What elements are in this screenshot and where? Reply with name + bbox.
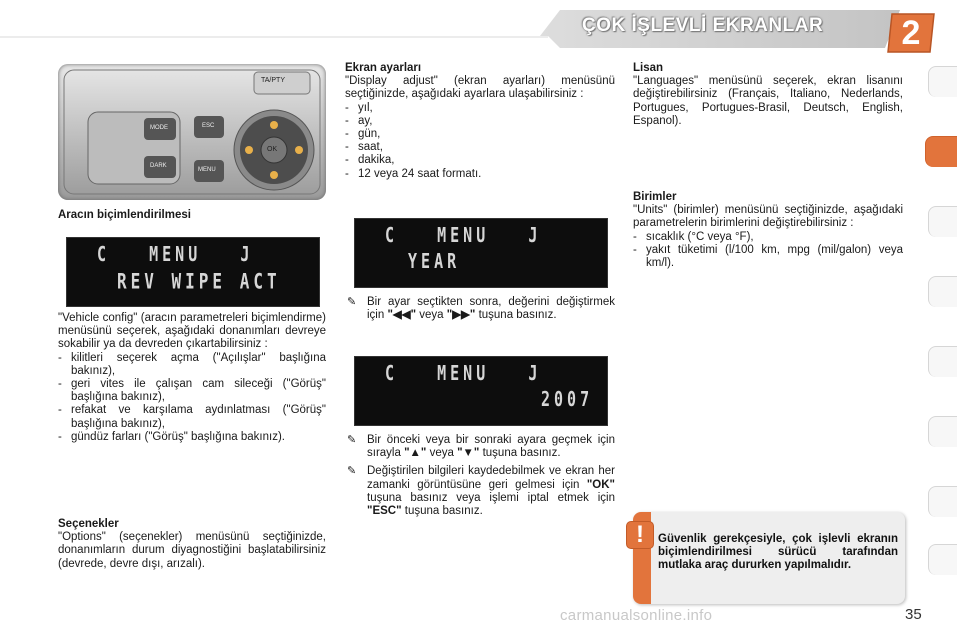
- panel-label-esc: ESC: [202, 123, 215, 129]
- chapter-number: 2: [901, 14, 921, 52]
- list-item: - sıcaklık (°C veya °F),: [633, 231, 903, 244]
- list-item: - saat,: [345, 141, 615, 154]
- language-section: [633, 62, 903, 128]
- list-item: - ay,: [345, 115, 615, 128]
- chapter-badge: [886, 12, 936, 54]
- display-adjust-section: [345, 62, 615, 181]
- panel-label-menu: MENU: [198, 167, 216, 173]
- list-item: - geri vites ile çalışan cam sileceği ("Görüş" başlığına bakınız),: [58, 378, 326, 404]
- lcd-2007: [354, 356, 608, 426]
- pencil-icon: ✎: [347, 434, 357, 446]
- chapter-tab-3[interactable]: [928, 206, 957, 237]
- display-adjust-list: [345, 102, 615, 181]
- list-item: - 12 veya 24 saat formatı.: [345, 168, 615, 181]
- control-panel-illustration: [58, 64, 326, 200]
- options-text: "Options" (seçenekler) menüsünü seçtiğinizde, donanımların durum diyagnostiğini başlatabilirsiniz (devrede, devre dışı, arızalı).: [58, 531, 326, 570]
- lcd-line-1: C MENU J: [97, 242, 254, 267]
- list-item: - gündüz farları ("Görüş" başlığına bakınız).: [58, 431, 326, 444]
- lcd-vehicle-config: [66, 237, 320, 307]
- panel-label-ta: TA/PTY: [261, 77, 285, 84]
- list-item: - yıl,: [345, 102, 615, 115]
- units-list: [633, 231, 903, 271]
- bullet-navigate: ✎ Bir önceki veya bir sonraki ayara geçmek için sırayla "▲" veya "▼" tuşuna basınız. ✎ Değiştirilen bilgileri kaydedebilmek ve ekran her zamanki görüntüsüne geri gelmesi için "OK" tuşuna basınız veya işlemi iptal etmek için "ESC" tuşuna basınız.: [347, 434, 615, 518]
- vehicle-config-list: [58, 352, 326, 444]
- panel-label-dark: DARK: [150, 163, 167, 169]
- list-item: - yakıt tüketimi (l/100 km, mpg (mil/galon) veya km/l).: [633, 244, 903, 270]
- rewind-button-label: "◀◀": [387, 309, 417, 322]
- display-adjust-intro: "Display adjust" (ekran ayarları) menüsünü seçtiğinizde, aşağıdaki ayarlara ulaşabilirsiniz :: [345, 75, 615, 101]
- language-text: "Languages" menüsünü seçerek, ekran lisanını değiştirebilirsiniz (Français, Italiano, Nederlands, Portugues, Portugues-Brasil, Deutsch, English, Espanol).: [633, 75, 903, 127]
- control-panel-drawing: [58, 64, 326, 200]
- warning-text: Güvenlik gerekçesiyle, çok işlevli ekranın biçimlendirilmesi sürücü tarafından mutlaka araç dururken yapılmalıdır.: [658, 533, 898, 572]
- list-item: - gün,: [345, 128, 615, 141]
- watermark: carmanualsonline.info: [560, 607, 713, 624]
- chapter-tab-7[interactable]: [928, 486, 957, 517]
- options-heading: Seçenekler: [58, 518, 119, 530]
- esc-button-label: "ESC": [367, 505, 402, 518]
- ok-button-label: "OK": [586, 478, 615, 491]
- list-item: - refakat ve karşılama aydınlatması ("Görüş" başlığına bakınız),: [58, 404, 326, 430]
- up-button-label: "▲": [404, 447, 427, 460]
- units-text: "Units" (birimler) menüsünü seçtiğinizde, aşağıdaki parametrelerin birimlerini değiştirebilirsiniz :: [633, 204, 903, 230]
- chapter-tab-2[interactable]: [925, 136, 957, 167]
- chapter-tab-4[interactable]: [928, 276, 957, 307]
- warning-icon: !: [626, 521, 654, 549]
- forward-button-label: "▶▶": [446, 309, 476, 322]
- list-item: - dakika,: [345, 154, 615, 167]
- vehicle-config-intro: "Vehicle config" (aracın parametreleri biçimlendirme) menüsünü seçerek, aşağıdaki donanımları devreye sokabilir ya da devreden çıkartabilirsiniz :: [58, 312, 326, 351]
- down-button-label: "▼": [457, 447, 480, 460]
- lcd-line-1: C MENU J: [385, 361, 542, 386]
- page-title: ÇOK İŞLEVLİ EKRANLAR: [582, 15, 824, 36]
- lcd-year: [354, 218, 608, 288]
- panel-label-mode: MODE: [150, 125, 168, 131]
- left-column: [58, 209, 326, 222]
- lcd-line-2: 2007: [541, 387, 594, 412]
- display-adjust-heading: Ekran ayarları: [345, 62, 422, 74]
- vehicle-config-section: [58, 312, 326, 444]
- bullet-save: ✎ Değiştirilen bilgileri kaydedebilmek ve ekran her zamanki görüntüsüne geri gelmesi için "OK" tuşuna basınız veya işlemi iptal etmek için "ESC" tuşuna basınız.: [347, 465, 615, 518]
- bullet-change-value: ✎ Bir ayar seçtikten sonra, değerini değiştirmek için "◀◀" veya "▶▶" tuşuna basınız.: [347, 296, 615, 322]
- chapter-tab-6[interactable]: [928, 416, 957, 447]
- figure-caption: Aracın biçimlendirilmesi: [58, 209, 191, 221]
- chapter-tabs: [928, 66, 960, 576]
- page-number: 35: [905, 606, 922, 623]
- units-heading: Birimler: [633, 191, 677, 203]
- list-item: - kilitleri seçerek açma ("Açılışlar" başlığına bakınız),: [58, 352, 326, 378]
- lcd-line-2: YEAR: [395, 249, 461, 274]
- chapter-tab-1[interactable]: [928, 66, 957, 97]
- pencil-icon: ✎: [347, 296, 357, 308]
- chapter-tab-5[interactable]: [928, 346, 957, 377]
- units-section: [633, 191, 903, 270]
- language-heading: Lisan: [633, 62, 664, 74]
- pencil-icon: ✎: [347, 465, 357, 478]
- lcd-line-2: REV WIPE ACT: [117, 268, 281, 294]
- panel-label-ok: OK: [267, 146, 278, 153]
- options-section: [58, 518, 326, 571]
- chapter-tab-8[interactable]: [928, 544, 957, 575]
- lcd-line-1: C MENU J: [385, 223, 542, 248]
